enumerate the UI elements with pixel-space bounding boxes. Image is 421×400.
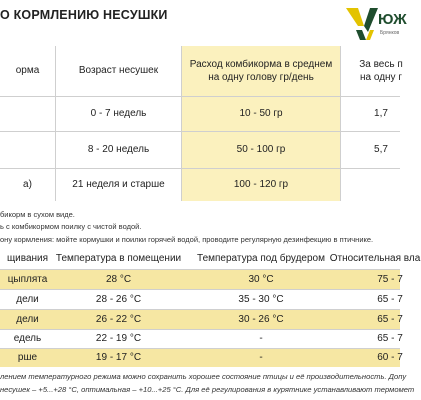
age-cell: 8 - 20 недель — [87, 144, 150, 156]
room-temp-cell: 28 °С — [105, 273, 132, 285]
col-header-age: Возраст несушек — [78, 65, 159, 77]
humidity-cell: 65 - 7 — [377, 313, 403, 325]
brand-subtitle: Брянков — [380, 30, 400, 36]
age-cell: 0 - 7 недель — [90, 108, 147, 120]
col-header-brooder-temp: Температура под брудером — [197, 253, 325, 265]
total-cell — [341, 169, 421, 201]
col-header-consumption — [182, 46, 340, 96]
feed-cell — [0, 132, 55, 168]
room-temp-cell: 22 - 19 °С — [95, 333, 142, 345]
period-cell: цыплята — [7, 273, 48, 285]
humidity-cell: 60 - 7 — [377, 352, 403, 364]
humidity-cell: 65 - 7 — [377, 293, 403, 305]
age-cell: 21 неделя и старше — [72, 179, 165, 191]
footer-note: лением температурного режима можно сохранить хорошее состояние птицы и её производительность. Допу — [0, 372, 407, 381]
brooder-temp-cell: 30 - 26 °С — [238, 313, 284, 325]
col-header-period: щивания — [6, 253, 49, 265]
note-line: ону кормления: мойте кормушки и поилки горячей водой, проводите регулярную дезинфекцию в птичнике. — [0, 235, 374, 244]
period-cell: дели — [16, 313, 39, 325]
period-cell: рше — [17, 352, 38, 364]
brooder-temp-cell: 30 °С — [248, 273, 274, 285]
consumption-cell: 50 - 100 гр — [182, 132, 340, 168]
table-row — [0, 310, 403, 329]
temperature-table — [0, 249, 421, 367]
note-line: ь с комбикормом поилку с чистой водой. — [0, 222, 142, 231]
feed-cell — [0, 97, 55, 131]
period-cell: дели — [16, 293, 39, 305]
col-header-total-line2: на одну г — [360, 72, 402, 83]
brooder-temp-cell: - — [259, 333, 263, 345]
humidity-cell: 65 - 7 — [377, 333, 403, 345]
col-header-room-temp: Температура в помещении — [55, 253, 182, 265]
divider — [55, 46, 56, 201]
room-temp-cell: 28 - 26 °С — [95, 293, 142, 305]
col-header-total-line1: За весь п — [359, 58, 403, 70]
room-temp-cell: 26 - 22 °С — [95, 313, 142, 325]
footer-note: несушек – +5...+28 °С, оптимальная – +10...+25 °С. Для её регулирования в курятнике устанавливают термомет — [0, 385, 415, 394]
col-header-feed: орма — [15, 65, 40, 77]
col-header-total — [341, 46, 421, 96]
brooder-temp-cell: - — [259, 352, 263, 364]
divider — [340, 46, 341, 201]
total-cell: 5,7 — [374, 144, 388, 156]
table-row — [0, 330, 403, 348]
table-row — [0, 270, 403, 289]
consumption-cell: 100 - 120 гр — [182, 169, 340, 201]
total-cell: 1,7 — [374, 108, 388, 120]
divider — [181, 46, 182, 201]
table-row — [0, 290, 403, 309]
col-header-consumption-line1: Расход комбикорма в среднем — [189, 58, 333, 70]
col-header-humidity: Относительная вла — [329, 253, 421, 265]
note-line: бикорм в сухом виде. — [0, 210, 75, 219]
humidity-cell: 75 - 7 — [377, 273, 403, 285]
brooder-temp-cell: 35 - 30 °С — [238, 293, 284, 305]
room-temp-cell: 19 - 17 °С — [95, 352, 142, 364]
brand-name: ЮЖ — [378, 11, 407, 28]
feed-cell: а) — [23, 179, 32, 191]
col-header-consumption-line2: на одну голову гр/день — [208, 72, 314, 83]
temperature-table-header — [0, 249, 421, 269]
feed-table — [0, 46, 403, 201]
period-cell: едель — [13, 333, 42, 345]
page-title: О КОРМЛЕНИЮ НЕСУШКИ — [0, 8, 168, 22]
consumption-cell: 10 - 50 гр — [182, 97, 340, 131]
table-row — [0, 349, 403, 367]
